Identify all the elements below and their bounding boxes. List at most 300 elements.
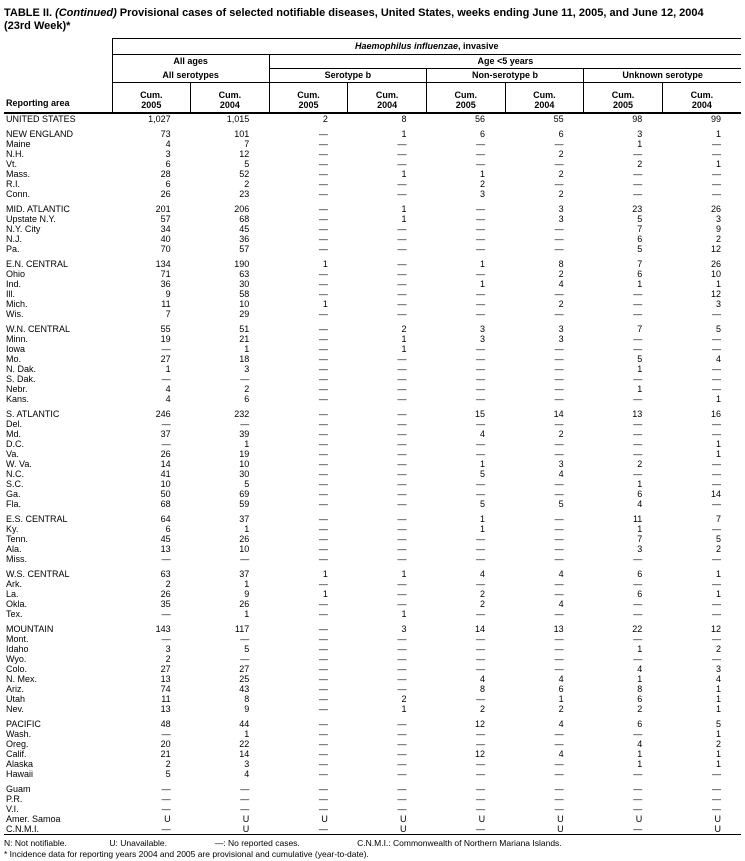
value-cell: — <box>554 609 564 619</box>
value-cell: 1 <box>637 279 643 289</box>
value-cell: — <box>397 479 407 489</box>
value-cell: 34 <box>160 224 171 234</box>
value-cell: 1 <box>401 334 407 344</box>
value-cell: 5 <box>715 534 721 544</box>
value-cell: 37 <box>160 429 171 439</box>
value-cell: — <box>554 344 564 354</box>
area-cell: Conn. <box>6 189 31 199</box>
table-body <box>4 113 741 835</box>
table-row <box>4 704 741 714</box>
table-header <box>4 39 741 114</box>
value-cell: 2 <box>244 384 250 394</box>
value-cell: — <box>269 824 348 835</box>
value-cell: 6 <box>637 489 643 499</box>
area-cell: P.R. <box>6 794 23 804</box>
table-row <box>4 729 741 739</box>
value-cell: — <box>318 609 328 619</box>
value-cell: 1 <box>715 449 721 459</box>
title-week: (23rd Week)* <box>4 20 71 32</box>
value-cell: 6 <box>637 589 643 599</box>
value-cell: — <box>397 224 407 234</box>
value-cell: — <box>318 514 328 524</box>
value-cell: 74 <box>160 684 171 694</box>
value-cell: 14 <box>160 459 171 469</box>
value-cell: — <box>318 324 328 334</box>
value-cell: 8 <box>401 114 407 124</box>
value-cell: 12 <box>475 749 486 759</box>
value-cell: — <box>476 289 486 299</box>
area-cell: Idaho <box>6 644 29 654</box>
value-cell: 1 <box>715 129 721 139</box>
value-cell: 71 <box>160 269 171 279</box>
value-cell: U <box>348 824 427 835</box>
table-row <box>4 739 741 749</box>
value-cell: — <box>397 654 407 664</box>
value-cell: — <box>161 374 171 384</box>
value-cell: 3 <box>401 624 407 634</box>
value-cell: — <box>554 384 564 394</box>
value-cell: — <box>476 159 486 169</box>
value-cell: — <box>476 544 486 554</box>
value-cell: 3 <box>558 204 564 214</box>
table-row <box>4 364 741 374</box>
table-row <box>4 469 741 479</box>
value-cell: — <box>554 419 564 429</box>
table-row <box>4 309 741 319</box>
value-cell: 4 <box>637 739 643 749</box>
value-cell: — <box>318 224 328 234</box>
value-cell: 3 <box>165 149 171 159</box>
value-cell: — <box>397 554 407 564</box>
table-row <box>4 149 741 159</box>
value-cell: 2 <box>558 149 564 159</box>
value-cell: — <box>161 729 171 739</box>
table-row <box>4 824 741 835</box>
value-cell: — <box>476 214 486 224</box>
value-cell: U <box>714 814 721 824</box>
value-cell: — <box>318 784 328 794</box>
value-cell: — <box>318 674 328 684</box>
area-cell: E.N. CENTRAL <box>6 259 69 269</box>
value-cell: 1 <box>401 569 407 579</box>
value-cell: — <box>476 609 486 619</box>
value-cell: 201 <box>155 204 171 214</box>
value-cell: — <box>397 459 407 469</box>
value-cell: 1 <box>401 344 407 354</box>
value-cell: — <box>554 654 564 664</box>
value-cell: — <box>476 394 486 404</box>
value-cell: 4 <box>480 674 486 684</box>
value-cell: 143 <box>155 624 171 634</box>
value-cell: — <box>161 344 171 354</box>
value-cell: — <box>112 824 191 835</box>
value-cell: — <box>318 384 328 394</box>
value-cell: 1 <box>715 694 721 704</box>
value-cell: — <box>397 429 407 439</box>
value-cell: 1 <box>322 589 328 599</box>
value-cell: — <box>318 169 328 179</box>
value-cell: — <box>633 609 643 619</box>
legend-no-reported-cases: —: No reported cases. <box>214 838 300 848</box>
value-cell: — <box>318 479 328 489</box>
area-cell: Tenn. <box>6 534 29 544</box>
value-cell: 10 <box>239 459 250 469</box>
area-cell: S. ATLANTIC <box>6 409 60 419</box>
table-row <box>4 334 741 344</box>
value-cell: — <box>554 544 564 554</box>
value-cell: 7 <box>244 139 250 149</box>
area-cell: D.C. <box>6 439 24 449</box>
value-cell: 14 <box>475 624 486 634</box>
value-cell: — <box>318 419 328 429</box>
value-cell: — <box>240 784 250 794</box>
value-cell: — <box>397 234 407 244</box>
value-cell: — <box>554 729 564 739</box>
value-cell: 11 <box>632 514 643 524</box>
value-cell: — <box>633 804 643 814</box>
value-cell: 1 <box>715 159 721 169</box>
value-cell: 14 <box>553 409 564 419</box>
value-cell: — <box>476 224 486 234</box>
serotype-group-row <box>4 69 741 83</box>
value-cell: — <box>318 729 328 739</box>
value-cell: — <box>476 729 486 739</box>
value-cell: 101 <box>234 129 250 139</box>
value-cell: — <box>397 524 407 534</box>
value-cell: — <box>712 609 721 619</box>
value-cell: — <box>397 599 407 609</box>
col-group-serotype-b: Serotype b <box>269 69 426 83</box>
value-cell: — <box>397 279 407 289</box>
value-cell: 1 <box>244 344 250 354</box>
value-cell: — <box>476 204 486 214</box>
value-cell: — <box>633 469 643 479</box>
table-row <box>4 479 741 489</box>
value-cell: — <box>554 224 564 234</box>
value-cell: — <box>318 624 328 634</box>
area-cell: Guam <box>6 784 31 794</box>
area-cell: Iowa <box>6 344 26 354</box>
value-cell: — <box>633 439 643 449</box>
value-cell: — <box>397 664 407 674</box>
value-cell: — <box>554 634 564 644</box>
value-cell: — <box>476 694 486 704</box>
value-cell: — <box>633 449 643 459</box>
value-cell: 99 <box>710 114 721 124</box>
area-cell: Okla. <box>6 599 28 609</box>
value-cell: 68 <box>160 499 171 509</box>
value-cell: — <box>318 544 328 554</box>
value-cell: 2 <box>715 739 721 749</box>
value-cell: 1 <box>637 364 643 374</box>
value-cell: — <box>397 544 407 554</box>
value-cell: 63 <box>160 569 171 579</box>
value-cell: 7 <box>637 259 643 269</box>
value-cell: — <box>554 759 564 769</box>
value-cell: 13 <box>160 544 171 554</box>
value-cell: — <box>397 269 407 279</box>
value-cell: — <box>633 334 643 344</box>
col-header-nonserb-cum-2005: Cum. 2005 <box>426 83 505 114</box>
value-cell: 27 <box>160 354 171 364</box>
value-cell: — <box>476 364 486 374</box>
value-cell: 10 <box>160 479 171 489</box>
value-cell: 4 <box>165 139 171 149</box>
value-cell: 4 <box>558 599 564 609</box>
area-cell: Kans. <box>6 394 30 404</box>
value-cell: 3 <box>715 664 721 674</box>
value-cell: — <box>318 139 328 149</box>
value-cell: — <box>633 554 643 564</box>
area-header-spacer <box>4 69 112 83</box>
age-group-row <box>4 55 741 69</box>
value-cell: U <box>399 814 407 824</box>
value-cell: 4 <box>558 749 564 759</box>
value-cell: 36 <box>239 234 250 244</box>
value-cell: 5 <box>715 324 721 334</box>
incidence-note: * Incidence data for reporting years 2004 and 2005 are provisional and cumulative (year-to-date). <box>4 849 369 859</box>
value-cell: 1 <box>637 384 643 394</box>
table-row <box>4 384 741 394</box>
value-cell: 45 <box>239 224 250 234</box>
value-cell: 1 <box>244 729 250 739</box>
value-cell: 14 <box>239 749 250 759</box>
value-cell: — <box>397 449 407 459</box>
value-cell: 1 <box>715 684 721 694</box>
value-cell: 6 <box>244 394 250 404</box>
value-cell: 2 <box>401 694 407 704</box>
value-cell: 23 <box>632 204 643 214</box>
table-row <box>4 759 741 769</box>
value-cell: — <box>318 469 328 479</box>
value-cell: 50 <box>160 489 171 499</box>
value-cell: — <box>318 759 328 769</box>
value-cell: 2 <box>715 544 721 554</box>
value-cell: 12 <box>710 624 721 634</box>
value-cell: 27 <box>160 664 171 674</box>
value-cell: 48 <box>160 719 171 729</box>
value-cell: 1 <box>715 279 721 289</box>
value-cell: 4 <box>637 499 643 509</box>
table-row <box>4 139 741 149</box>
value-cell: 1 <box>322 259 328 269</box>
value-cell: 246 <box>155 409 171 419</box>
value-cell: 1 <box>480 514 486 524</box>
value-cell: — <box>712 499 721 509</box>
value-cell: — <box>554 739 564 749</box>
value-cell: 1 <box>637 644 643 654</box>
area-cell: Md. <box>6 429 22 439</box>
value-cell: — <box>397 514 407 524</box>
value-cell: — <box>633 394 643 404</box>
area-cell: Mich. <box>6 299 28 309</box>
value-cell: — <box>161 634 171 644</box>
value-cell: — <box>476 739 486 749</box>
disease-header-row <box>4 39 741 55</box>
area-header-spacer <box>4 55 112 69</box>
value-cell: — <box>397 374 407 384</box>
value-cell: 2 <box>480 589 486 599</box>
value-cell: — <box>554 644 564 654</box>
value-cell: 73 <box>160 129 171 139</box>
value-cell: — <box>318 449 328 459</box>
value-cell: 27 <box>239 664 250 674</box>
area-cell: N. Dak. <box>6 364 37 374</box>
value-cell: 26 <box>239 599 250 609</box>
col-header-serb-cum-2005: Cum. 2005 <box>269 83 348 114</box>
value-cell: 2 <box>558 429 564 439</box>
value-cell: — <box>397 729 407 739</box>
value-cell: 4 <box>558 469 564 479</box>
value-cell: — <box>397 739 407 749</box>
table-row <box>4 589 741 599</box>
value-cell: 28 <box>160 169 171 179</box>
value-cell: — <box>712 364 721 374</box>
value-cell: — <box>240 794 250 804</box>
value-cell: — <box>318 439 328 449</box>
value-cell: 36 <box>160 279 171 289</box>
value-cell: — <box>476 769 486 779</box>
area-cell: Fla. <box>6 499 22 509</box>
value-cell: — <box>397 749 407 759</box>
value-cell: — <box>633 189 643 199</box>
value-cell: 26 <box>710 204 721 214</box>
disease-name: Haemophilus influenzae <box>354 41 458 51</box>
value-cell: — <box>397 299 407 309</box>
value-cell: 2 <box>165 579 171 589</box>
table-row <box>4 344 741 354</box>
table-row <box>4 814 741 824</box>
value-cell: — <box>318 489 328 499</box>
value-cell: 4 <box>244 769 250 779</box>
value-cell: — <box>633 309 643 319</box>
value-cell: — <box>712 309 721 319</box>
value-cell: — <box>397 179 407 189</box>
area-cell: V.I. <box>6 804 19 814</box>
value-cell: — <box>633 169 643 179</box>
value-cell: 3 <box>480 334 486 344</box>
value-cell: — <box>712 554 721 564</box>
value-cell: 5 <box>480 469 486 479</box>
value-cell: 6 <box>637 719 643 729</box>
value-cell: 2 <box>715 644 721 654</box>
table-row <box>4 599 741 609</box>
table-row <box>4 189 741 199</box>
value-cell: — <box>318 289 328 299</box>
value-cell: U <box>635 814 643 824</box>
value-cell: 5 <box>244 644 250 654</box>
value-cell: 37 <box>239 514 250 524</box>
value-cell: — <box>318 179 328 189</box>
value-cell: — <box>240 654 250 664</box>
value-cell: 4 <box>480 429 486 439</box>
value-cell: 8 <box>480 684 486 694</box>
value-cell: 2 <box>244 179 250 189</box>
value-cell: — <box>161 609 171 619</box>
value-cell: 64 <box>160 514 171 524</box>
value-cell: — <box>476 759 486 769</box>
value-cell: — <box>397 384 407 394</box>
area-cell: Ind. <box>6 279 22 289</box>
table-row <box>4 244 741 254</box>
table-row <box>4 224 741 234</box>
value-cell: 2 <box>322 114 328 124</box>
value-cell: — <box>318 159 328 169</box>
value-cell: — <box>554 514 564 524</box>
value-cell: 1 <box>715 749 721 759</box>
value-cell: — <box>318 394 328 404</box>
table-row <box>4 654 741 664</box>
area-cell: N.C. <box>6 469 24 479</box>
value-cell: 5 <box>637 214 643 224</box>
value-cell: 2 <box>558 189 564 199</box>
value-cell: — <box>554 489 564 499</box>
value-cell: — <box>633 299 643 309</box>
value-cell: 232 <box>234 409 250 419</box>
table-row <box>4 569 741 579</box>
value-cell: — <box>633 599 643 609</box>
value-cell: — <box>554 664 564 674</box>
value-cell: — <box>397 489 407 499</box>
value-cell: — <box>554 289 564 299</box>
area-cell: Amer. Samoa <box>6 814 61 824</box>
table-row <box>4 514 741 524</box>
value-cell: 10 <box>239 544 250 554</box>
value-cell: 19 <box>160 334 171 344</box>
value-cell: — <box>161 804 171 814</box>
value-cell: 1 <box>715 704 721 714</box>
value-cell: — <box>318 409 328 419</box>
value-cell: 7 <box>637 224 643 234</box>
value-cell: — <box>318 524 328 534</box>
area-cell: Minn. <box>6 334 29 344</box>
table-row <box>4 684 741 694</box>
value-cell: 57 <box>160 214 171 224</box>
value-cell: — <box>476 354 486 364</box>
value-cell: — <box>397 364 407 374</box>
value-cell: 2 <box>558 704 564 714</box>
area-cell: Nev. <box>6 704 24 714</box>
value-cell: — <box>712 654 721 664</box>
area-cell: Ark. <box>6 579 23 589</box>
value-cell: 15 <box>475 409 486 419</box>
value-cell: 2 <box>480 599 486 609</box>
value-cell: — <box>712 149 721 159</box>
value-cell: 37 <box>239 569 250 579</box>
value-cell: 1,027 <box>148 114 171 124</box>
value-cell: — <box>476 439 486 449</box>
value-cell: 30 <box>239 279 250 289</box>
value-cell: — <box>712 139 721 149</box>
value-cell: 13 <box>160 674 171 684</box>
value-cell: 6 <box>637 234 643 244</box>
value-cell: 3 <box>244 759 250 769</box>
value-cell: 1 <box>165 364 171 374</box>
value-cell: 12 <box>475 719 486 729</box>
value-cell: 4 <box>558 279 564 289</box>
value-cell: — <box>318 694 328 704</box>
value-cell: — <box>554 449 564 459</box>
value-cell: 1 <box>480 279 486 289</box>
area-cell: W. Va. <box>6 459 32 469</box>
area-cell: MOUNTAIN <box>6 624 54 634</box>
area-cell: Mont. <box>6 634 29 644</box>
value-cell: 6 <box>637 694 643 704</box>
value-cell: — <box>397 684 407 694</box>
area-cell: N. Mex. <box>6 674 38 684</box>
value-cell: 1 <box>244 439 250 449</box>
value-cell: 29 <box>239 309 250 319</box>
